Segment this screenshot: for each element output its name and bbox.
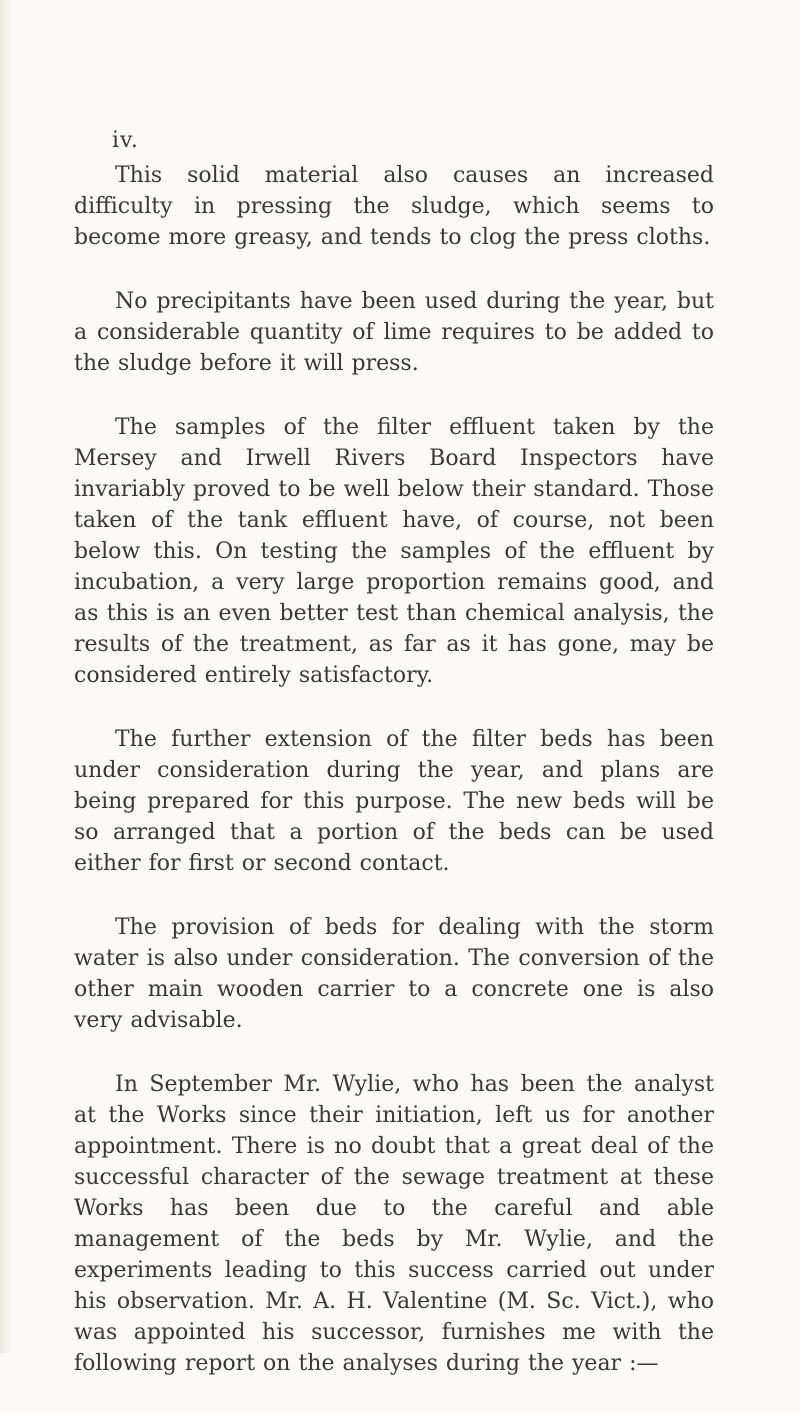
paragraph-storm-water: The provision of beds for dealing with the storm water is also under consideration. The conversion of the other main wooden carrier to a concrete one is also very advisable. [74, 915, 714, 1033]
paragraph-precipitants: No precipitants have been used during the year, but a considerable quantity of lime requires to be added to the sludge before it will press. [74, 289, 714, 376]
page-edge-shadow [0, 0, 12, 1353]
paragraph-sludge-pressing: This solid material also causes an increased difficulty in pressing the sludge, which seems to become more greasy, and tends to clog the press cloths. [74, 163, 714, 250]
paragraph-filter-extension: The further extension of the filter beds has been under consideration during the year, and plans are being prepared for this purpose. The new beds will be so arranged that a portion of the beds can be used either for first or second contact. [74, 727, 714, 876]
page-body [74, 160, 714, 1412]
paragraph-effluent-samples: The samples of the filter effluent taken by the Mersey and Irwell Rivers Board Inspectors have invariably proved to be well below their standard. Those taken of the tank effluent have, of course, not been below this. On testing the samples of the effluent by incubation, a very large proportion remains good, and as this is an even better test than chemical analysis, the results of the treatment, as far as it has gone, may be considered entirely satisfactory. [74, 415, 714, 688]
page-number: iv. [112, 128, 139, 153]
paragraph-analyst-wylie: In September Mr. Wylie, who has been the analyst at the Works since their initiation, left us for another appointment. There is no doubt that a great deal of the successful character of the sewage treatment at these Works has been due to the careful and able management of the beds by Mr. Wylie, and the experiments leading to this success carried out under his observation. Mr. A. H. Valentine (M. Sc. Vict.), who was appointed his successor, furnishes me with the following report on the analyses during the year :— [74, 1072, 714, 1376]
